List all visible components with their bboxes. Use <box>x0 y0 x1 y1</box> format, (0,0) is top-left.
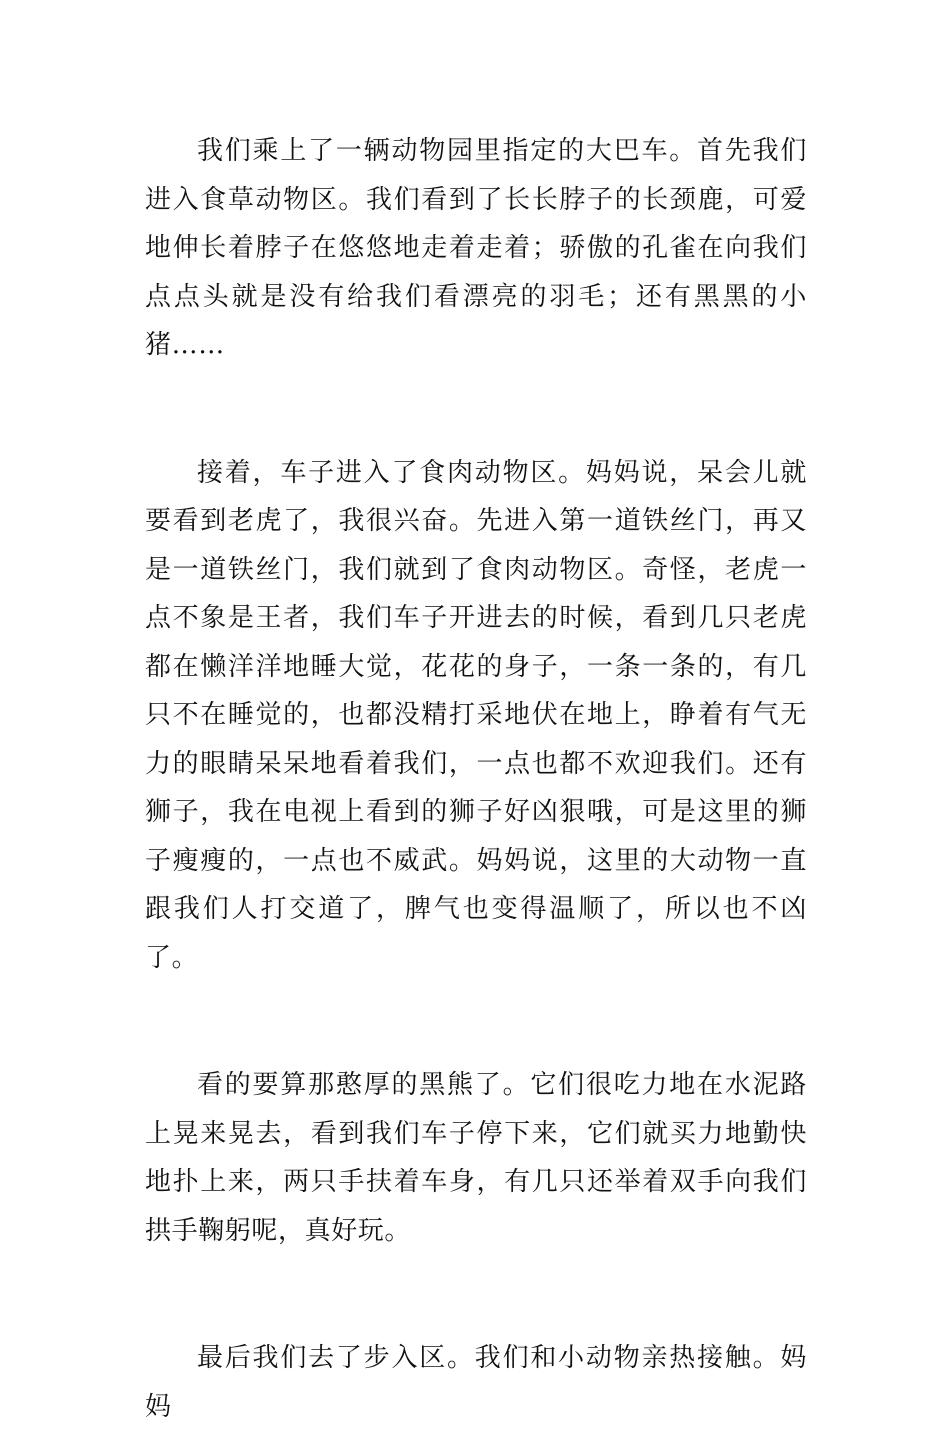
paragraph-black-bears: 看的要算那憨厚的黑熊了。它们很吃力地在水泥路上晃来晃去，看到我们车子停下来，它们就买力地勤快地扑上来，两只手扶着车身，有几只还举着双手向我们拱手鞠躬呢，真好玩。 <box>145 1070 807 1246</box>
paragraph-spacer <box>145 1255 807 1334</box>
paragraph-spacer <box>145 370 807 449</box>
paragraph-herbivore-area: 我们乘上了一辆动物园里指定的大巴车。首先我们进入食草动物区。我们看到了长长脖子的长颈鹿，可爱地伸长着脖子在悠悠地走着走着；骄傲的孔雀在向我们点点头就是没有给我们看漂亮的羽毛；还有黑黑的小猪…… <box>145 136 807 360</box>
paragraph-spacer <box>145 982 807 1061</box>
document-body <box>145 127 807 1431</box>
paragraph-walk-in-area: 最后我们去了步入区。我们和小动物亲热接触。妈妈 <box>145 1343 807 1422</box>
paragraph-carnivore-area: 接着，车子进入了食肉动物区。妈妈说，呆会儿就要看到老虎了，我很兴奋。先进入第一道铁丝门，再又是一道铁丝门，我们就到了食肉动物区。奇怪，老虎一点不象是王者，我们车子开进去的时候，看到几只老虎都在懒洋洋地睡大觉，花花的身子，一条一条的，有几只不在睡觉的，也都没精打采地伏在地上，睁着有气无力的眼睛呆呆地看着我们，一点也都不欢迎我们。还有狮子，我在电视上看到的狮子好凶狠哦，可是这里的狮子瘦瘦的，一点也不威武。妈妈说，这里的大动物一直跟我们人打交道了，脾气也变得温顺了，所以也不凶了。 <box>145 457 807 973</box>
